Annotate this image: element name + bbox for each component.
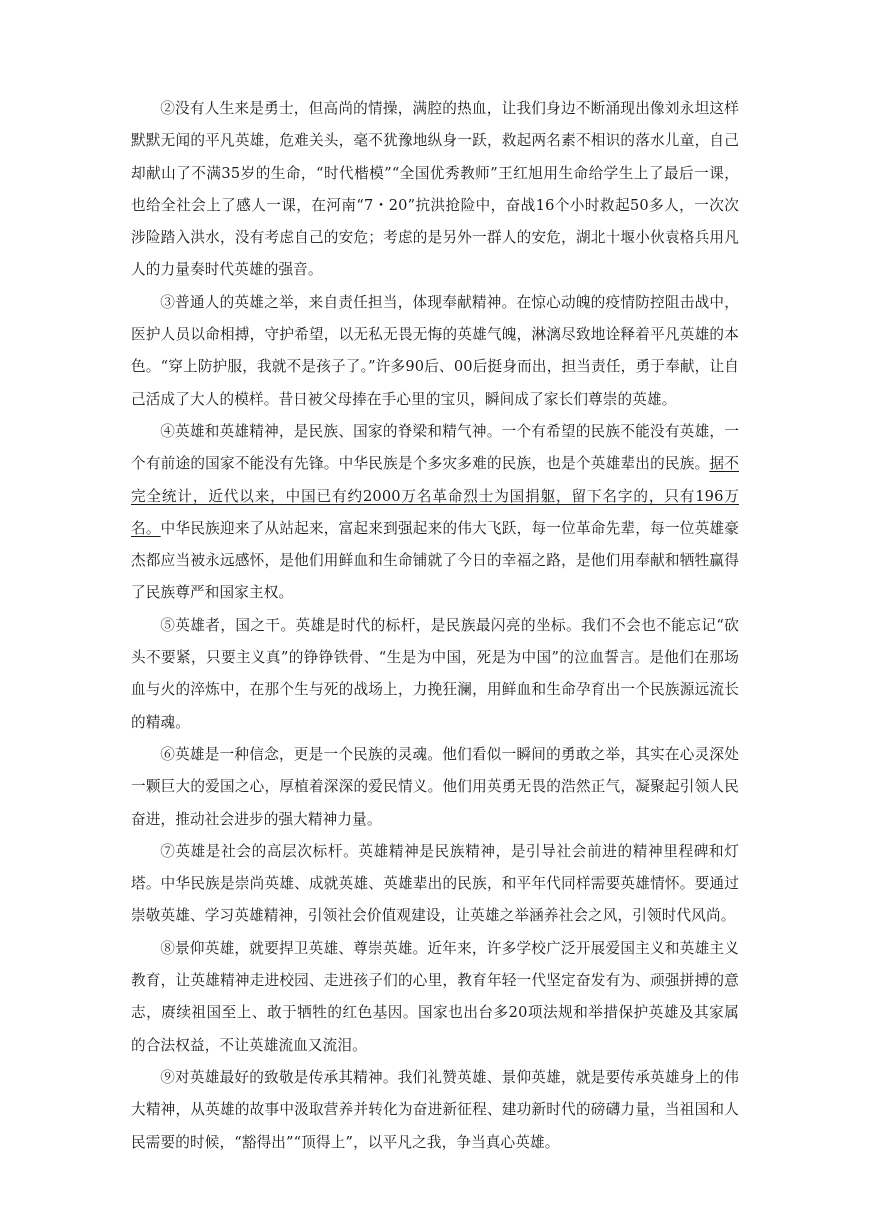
paragraph-2 — [131, 93, 739, 287]
paragraph-7 — [131, 836, 739, 933]
paragraph-3 — [131, 287, 739, 416]
paragraph-text: ⑤英雄者，国之干。英雄是时代的标杆，是民族最闪亮的坐标。我们不会也不能忘记“砍头不要紧，只要主义真”的铮铮铁骨、“生是为中国，死是为中国”的泣血誓言。是他们在那场血与火的淬炼中，在那个生与死的战场上，力挽狂澜，用鲜血和生命孕育出一个民族源远流长的精魂。 — [131, 616, 739, 731]
paragraph-text: 中华民族迎来了从站起来，富起来到强起来的伟大飞跃，每一位革命先辈，每一位英雄豪杰都应当被永远感怀，是他们用鲜血和生命铺就了今日的幸福之路，是他们用奉献和牺牲赢得了民族尊严和国家主权。 — [131, 519, 739, 602]
paragraph-text: ⑦英雄是社会的高层次标杆。英雄精神是民族精神，是引导社会前进的精神里程碑和灯塔。中华民族是崇尚英雄、成就英雄、英雄辈出的民族，和平年代同样需要英雄情怀。要通过崇敬英雄、学习英雄精神，引领社会价值观建设，让英雄之举涵养社会之风，引领时代风尚。 — [131, 842, 739, 925]
paragraph-text: ③普通人的英雄之举，来自责任担当，体现奉献精神。在惊心动魄的疫情防控阻击战中，医护人员以命相搏，守护希望，以无私无畏无悔的英雄气魄，淋漓尽致地诠释着平凡英雄的本色。“穿上防护服，我就不是孩子了。”许多90后、00后挺身而出，担当责任，勇于奉献，让自己活成了大人的模样。昔日被父母捧在手心里的宝贝，瞬间成了家长们尊崇的英雄。 — [131, 293, 739, 408]
paragraph-8 — [131, 933, 739, 1062]
paragraph-text: ⑥英雄是一种信念，更是一个民族的灵魂。他们看似一瞬间的勇敢之举，其实在心灵深处一颗巨大的爱国之心，厚植着深深的爱民情义。他们用英勇无畏的浩然正气，凝聚起引领人民奋进，推动社会进步的强大精神力量。 — [131, 745, 739, 828]
paragraph-5 — [131, 610, 739, 739]
underlined-sentence: 据不完全统计，近代以来，中国已有约2000万名革命烈士为国捐躯，留下名字的，只有196万名。 — [131, 455, 739, 537]
paragraph-text: ⑧景仰英雄，就要捍卫英雄、尊崇英雄。近年来，许多学校广泛开展爱国主义和英雄主义教育，让英雄精神走进校园、走进孩子们的心里，教育年轻一代坚定奋发有为、顽强拼搏的意志，赓续祖国至上、敢于牺牲的红色基因。国家也出台多20项法规和举措保护英雄及其家属的合法权益，不让英雄流血又流泪。 — [131, 939, 739, 1054]
paragraph-9 — [131, 1062, 739, 1159]
paragraph-text: ④英雄和英雄精神，是民族、国家的脊梁和精气神。一个有希望的民族不能没有英雄，一个有前途的国家不能没有先锋。中华民族是个多灾多难的民族，也是个英雄辈出的民族。 — [131, 422, 739, 473]
paragraph-6 — [131, 739, 739, 836]
paragraph-text: ②没有人生来是勇士，但高尚的情操，满腔的热血，让我们身边不断涌现出像刘永坦这样默默无闻的平凡英雄，危难关头，毫不犹豫地纵身一跃，救起两名素不相识的落水儿童，自己却献山了不满35岁的生命，“时代楷模”“全国优秀教师”王红旭用生命给学生上了最后一课，也给全社会上了感人一课，在河南“7・20”抗洪抢险中，奋战16个小时救起50多人，一次次涉险踏入洪水，没有考虑自己的安危；考虑的是另外一群人的安危，湖北十堰小伙袁格兵用凡人的力量奏时代英雄的强音。 — [131, 100, 739, 279]
paragraph-text: ⑨对英雄最好的致敬是传承其精神。我们礼赞英雄、景仰英雄，就是要传承英雄身上的伟大精神，从英雄的故事中汲取营养并转化为奋进新征程、建功新时代的磅礴力量，当祖国和人民需要的时候，“豁得出”“顶得上”，以平凡之我，争当真心英雄。 — [131, 1068, 739, 1151]
article-body — [131, 93, 739, 1159]
paragraph-4 — [131, 416, 739, 610]
